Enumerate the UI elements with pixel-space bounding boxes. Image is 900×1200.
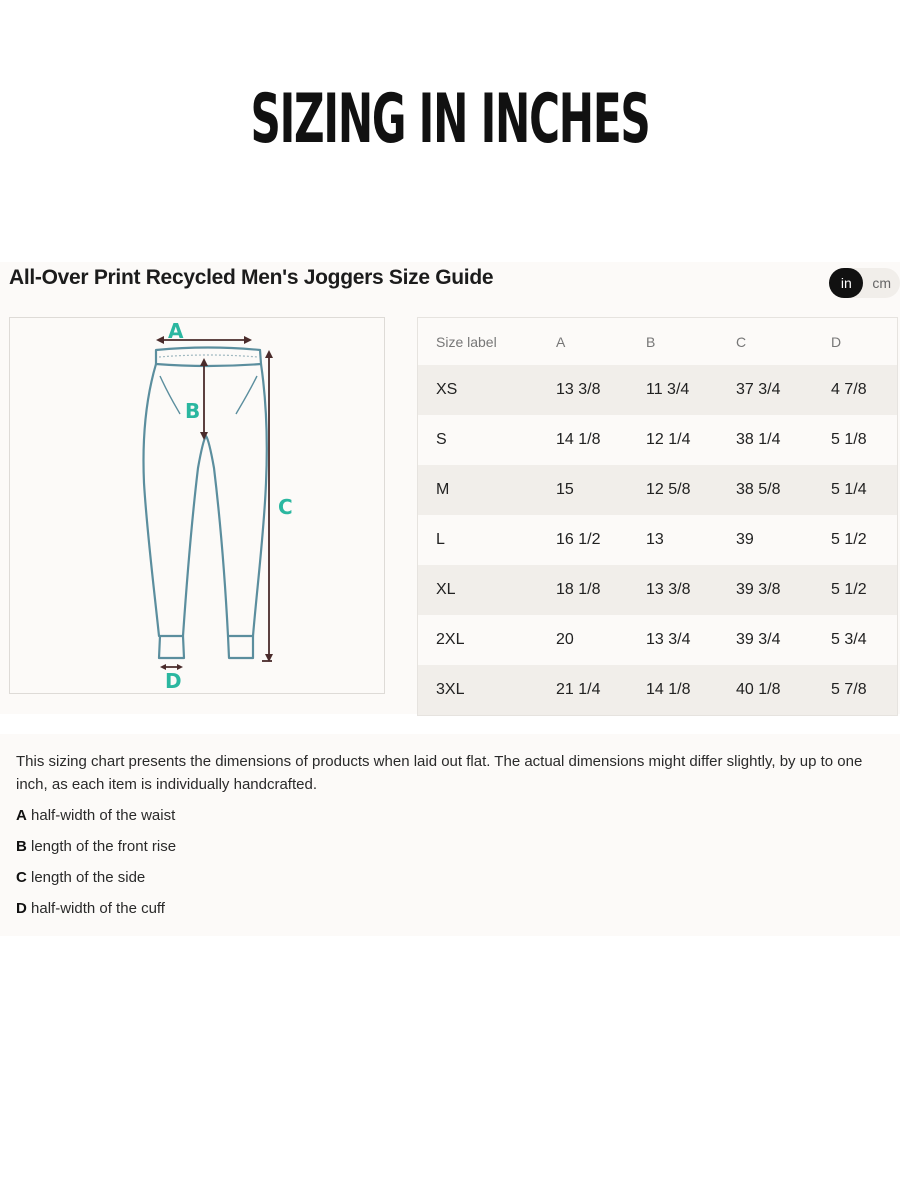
value-cell: 14 1/8: [538, 415, 628, 465]
header-d: D: [813, 318, 898, 366]
unit-centimeters-button[interactable]: cm: [872, 275, 891, 291]
value-cell: 21 1/4: [538, 665, 628, 716]
value-cell: 14 1/8: [628, 665, 718, 716]
value-cell: 5 1/8: [813, 415, 898, 465]
legend-key: D: [16, 900, 27, 917]
legend-key: B: [16, 838, 27, 855]
header-b: B: [628, 318, 718, 366]
value-cell: 13 3/8: [628, 565, 718, 615]
legend-item-b: [16, 838, 176, 855]
value-cell: 5 3/4: [813, 615, 898, 665]
value-cell: 38 5/8: [718, 465, 813, 515]
value-cell: 16 1/2: [538, 515, 628, 565]
size-cell: M: [418, 465, 539, 515]
value-cell: 13: [628, 515, 718, 565]
table-row: [418, 515, 898, 565]
size-cell: 3XL: [418, 665, 539, 716]
value-cell: 20: [538, 615, 628, 665]
header-a: A: [538, 318, 628, 366]
size-cell: L: [418, 515, 539, 565]
value-cell: 13 3/8: [538, 365, 628, 415]
table-row: [418, 415, 898, 465]
legend-item-c: [16, 869, 145, 886]
value-cell: 18 1/8: [538, 565, 628, 615]
legend-item-a: [16, 807, 175, 824]
table-row: [418, 565, 898, 615]
legend-text: length of the side: [26, 869, 146, 886]
value-cell: 5 1/2: [813, 565, 898, 615]
table-row: [418, 365, 898, 415]
header-size-label: Size label: [418, 318, 539, 366]
value-cell: 38 1/4: [718, 415, 813, 465]
value-cell: 5 1/2: [813, 515, 898, 565]
legend-text: half-width of the waist: [26, 807, 176, 824]
value-cell: 39: [718, 515, 813, 565]
page-banner-title: SIZING IN INCHES: [250, 80, 650, 159]
value-cell: 13 3/4: [628, 615, 718, 665]
value-cell: 11 3/4: [628, 365, 718, 415]
value-cell: 15: [538, 465, 628, 515]
value-cell: 12 5/8: [628, 465, 718, 515]
table-row: [418, 465, 898, 515]
unit-toggle: [829, 268, 900, 298]
size-cell: XS: [418, 365, 539, 415]
waistband-stitching: [159, 355, 258, 357]
value-cell: 40 1/8: [718, 665, 813, 716]
size-guide-panel: [0, 262, 900, 714]
unit-inches-button[interactable]: in: [829, 268, 863, 298]
legend-item-d: [16, 900, 165, 917]
legend-text: length of the front rise: [26, 838, 177, 855]
joggers-outline-illustration: [10, 318, 386, 695]
size-guide-title: All-Over Print Recycled Men's Joggers Size Guide: [9, 266, 494, 289]
table-row: [418, 665, 898, 716]
sizing-notes-panel: [0, 734, 900, 936]
joggers-outline: [144, 348, 267, 659]
size-cell: 2XL: [418, 615, 539, 665]
diagram-label-d: D: [165, 669, 182, 693]
size-table-header-row: [418, 318, 898, 366]
legend-key: A: [16, 807, 27, 824]
value-cell: 39 3/8: [718, 565, 813, 615]
value-cell: 5 1/4: [813, 465, 898, 515]
size-cell: XL: [418, 565, 539, 615]
size-table: [417, 317, 898, 716]
value-cell: 12 1/4: [628, 415, 718, 465]
joggers-measurement-diagram: [9, 317, 385, 694]
value-cell: 5 7/8: [813, 665, 898, 716]
value-cell: 4 7/8: [813, 365, 898, 415]
legend-key: C: [16, 869, 27, 886]
header-c: C: [718, 318, 813, 366]
size-cell: S: [418, 415, 539, 465]
diagram-label-b: B: [185, 399, 201, 423]
legend-text: half-width of the cuff: [26, 900, 165, 917]
diagram-label-a: A: [168, 319, 184, 343]
table-row: [418, 615, 898, 665]
value-cell: 37 3/4: [718, 365, 813, 415]
sizing-description: This sizing chart presents the dimensions of products when laid out flat. The actual dimensions might differ slightly, by up to one inch, as each item is individually handcrafted.: [16, 753, 863, 793]
diagram-label-c: C: [278, 495, 293, 519]
value-cell: 39 3/4: [718, 615, 813, 665]
